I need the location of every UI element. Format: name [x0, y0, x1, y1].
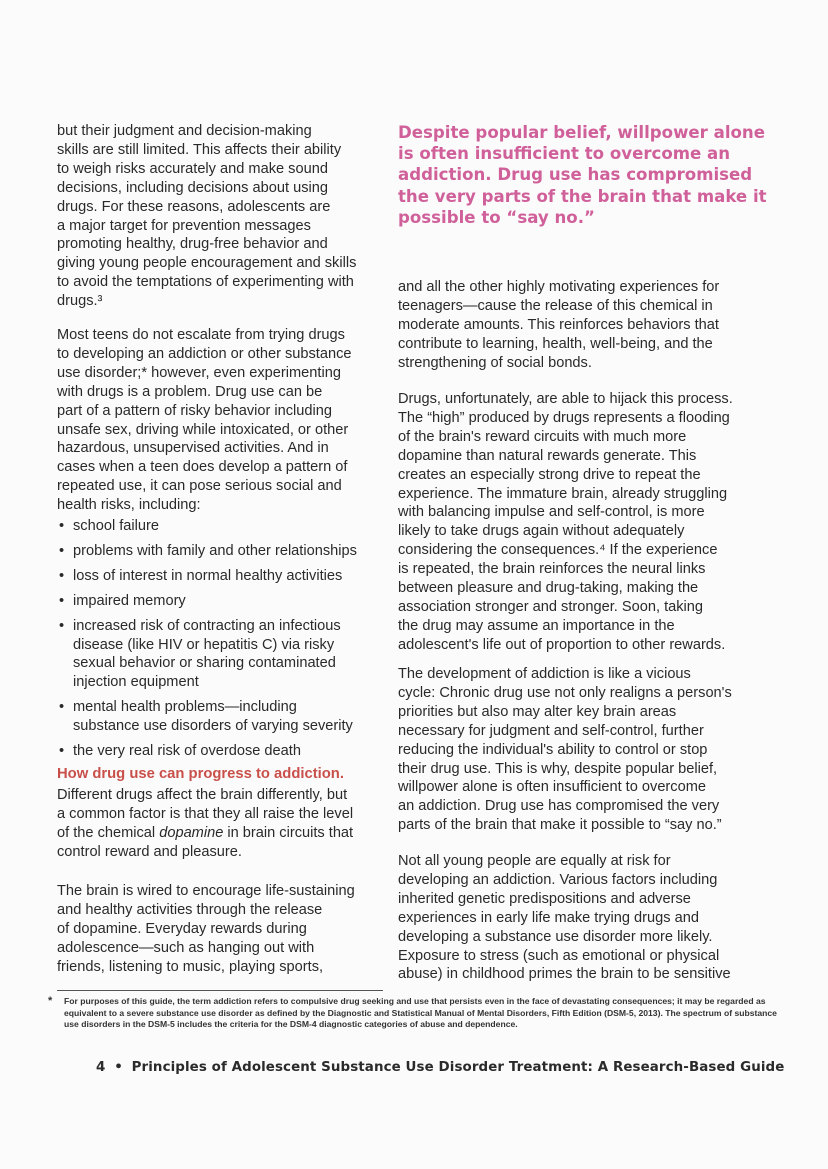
list-item: [57, 698, 387, 736]
section-heading: How drug use can progress to addiction.: [57, 766, 344, 782]
footnote-marker: *: [48, 995, 53, 1007]
list-item: [57, 592, 387, 611]
bullet-icon: •: [59, 617, 65, 634]
list-item: [57, 542, 387, 561]
right-paragraph-3: The development of addiction is like a vicious cycle: Chronic drug use not only realigns a person's priorities but also may alter key brain areas necessary for judgment and self-control, further reducing the individual's ability to control or stop their drug use. This is why, despite popular belief, willpower alone is often insufficient to overcome an addiction. Drug use has compromised the very parts of the brain that make it possible to “say no.”: [398, 666, 732, 834]
left-paragraph-4: The brain is wired to encourage life-sustaining and healthy activities through the release of dopamine. Everyday rewards during adolescence—such as hanging out with friends, listening to music, playing sports,: [57, 883, 355, 975]
list-item-text: school failure: [73, 518, 159, 534]
footnote: [48, 996, 788, 1031]
list-item: [57, 567, 387, 586]
right-paragraph-2: Drugs, unfortunately, are able to hijack this process. The “high” produced by drugs represents a flooding of the brain's reward circuits with much more dopamine than natural rewards generate. This creates an especially strong drive to repeat the experience. The immature brain, already struggling with balancing impulse and self-control, is more likely to take drugs again without adequately considering the consequences.⁴ If the experience is repeated, the brain reinforces the neural links between pleasure and drug-taking, making the association stronger and stronger. Soon, taking the drug may assume an importance in the adolescent's life out of proportion to other rewards.: [398, 391, 733, 653]
document-title: Principles of Adolescent Substance Use Disorder Treatment: A Research-Based Guide: [131, 1060, 785, 1075]
list-item-text: increased risk of contracting an infectious disease (like HIV or hepatitis C) via risky sexual behavior or sharing contaminated injection equipment: [73, 617, 341, 691]
text-run: Different drugs affect the brain differently, but a common factor is that they all raise the level of the chemical: [57, 787, 354, 841]
right-paragraph-4: Not all young people are equally at risk for developing an addiction. Various factors including inherited genetic predispositions and adverse experiences in early life make trying drugs and developing a substance use disorder more likely. Exposure to stress (such as emotional or physical abuse) in childhood primes the brain to be sensitive: [398, 853, 731, 983]
left-paragraph-3: [57, 786, 387, 862]
bullet-icon: •: [59, 542, 65, 559]
list-item-text: mental health problems—including substance use disorders of varying severity: [73, 699, 353, 735]
list-item: [57, 617, 387, 693]
risk-list: [57, 517, 387, 767]
emphasis-dopamine: dopamine: [159, 824, 224, 841]
list-item-text: problems with family and other relationships: [73, 542, 357, 559]
bullet-icon: •: [59, 592, 65, 609]
pull-quote: Despite popular belief, willpower alone is often insufficient to overcome an addiction. Drug use has compromised the very parts of the brain that make it possible to “say no.”: [398, 123, 767, 227]
list-item: [57, 517, 387, 536]
bullet-icon: •: [59, 699, 65, 716]
left-paragraph-2: Most teens do not escalate from trying drugs to developing an addiction or other substance use disorder;* however, even experimenting with drugs is a problem. Drug use can be part of a pattern of risky behavior including unsafe sex, driving while intoxicated, or other hazardous, unsupervised activities. And in cases when a teen does develop a pattern of repeated use, it can pose serious social and health risks, including:: [57, 327, 352, 514]
text-run: in brain circuits that control reward and pleasure.: [57, 824, 354, 860]
list-item-text: loss of interest in normal healthy activities: [73, 567, 343, 584]
list-item-text: the very real risk of overdose death: [73, 743, 301, 760]
list-item: [57, 742, 387, 761]
footnote-text: For purposes of this guide, the term addiction refers to compulsive drug seeking and use that persists even in the face of devastating consequences; it may be regarded as equivalent to a severe substance use disorder as defined by the Diagnostic and Statistical Manual of Mental Disorders, Fifth Edition (DSM-5, 2013). The spectrum of substance use disorders in the DSM-5 includes the criteria for the DSM-4 diagnostic categories of abuse and dependence.: [64, 996, 777, 1030]
footer-separator: •: [114, 1060, 123, 1075]
footnote-divider: [57, 990, 383, 991]
right-paragraph-1: and all the other highly motivating experiences for teenagers—cause the release of this chemical in moderate amounts. This reinforces behaviors that contribute to learning, health, well-being, and the strengthening of social bonds.: [398, 279, 720, 371]
page-footer: [96, 1060, 784, 1075]
list-item-text: impaired memory: [73, 592, 186, 609]
left-paragraph-1: but their judgment and decision-making skills are still limited. This affects their ability to weigh risks accurately and make sound decisions, including decisions about using drugs. For these reasons, adolescents are a major target for prevention messages promoting healthy, drug-free behavior and giving young people encouragement and skills to avoid the temptations of experimenting with drugs.³: [57, 123, 357, 310]
bullet-icon: •: [59, 567, 65, 584]
bullet-icon: •: [59, 518, 65, 534]
bullet-icon: •: [59, 743, 65, 760]
page-number: 4: [96, 1060, 106, 1075]
